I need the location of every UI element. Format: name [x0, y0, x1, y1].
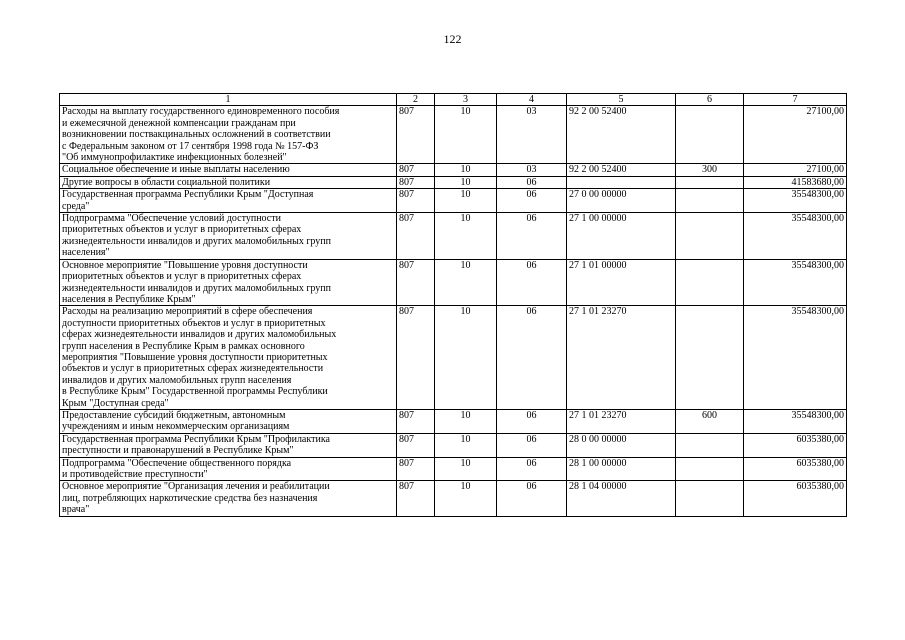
row-name: Расходы на выплату государственного единовременного пособия и ежемесячной денежной компенсации гражданам при возникновении поствакцинальных осложнений в соответствии с Федеральным законом от 17 сентября 1998 года № 157-ФЗ "Об иммунопрофилактике инфекционных болезней": [60, 106, 397, 164]
ministry-code: 807: [397, 106, 435, 164]
ministry-code: 807: [397, 213, 435, 260]
ministry-code: 807: [397, 433, 435, 457]
subsection-code: 03: [497, 106, 567, 164]
expense-type-code: [676, 213, 744, 260]
section-code: 10: [435, 176, 497, 188]
ministry-code: 807: [397, 259, 435, 306]
expense-type-code: 600: [676, 409, 744, 433]
column-header: 6: [676, 94, 744, 106]
target-code: 92 2 00 52400: [567, 164, 676, 176]
amount: 35548300,00: [744, 306, 847, 410]
target-code: 27 1 01 23270: [567, 306, 676, 410]
row-name: Подпрограмма "Обеспечение условий доступности приоритетных объектов и услуг в приоритетных сферах жизнедеятельности инвалидов и других маломобильных групп населения": [60, 213, 397, 260]
column-header: 4: [497, 94, 567, 106]
target-code: 27 1 01 00000: [567, 259, 676, 306]
expense-type-code: [676, 259, 744, 306]
ministry-code: 807: [397, 481, 435, 516]
row-name: Предоставление субсидий бюджетным, автономным учреждениям и иным некоммерческим организациям: [60, 409, 397, 433]
expense-type-code: [676, 433, 744, 457]
table-row: [60, 213, 847, 260]
section-code: 10: [435, 409, 497, 433]
table-row: [60, 481, 847, 516]
subsection-code: 06: [497, 213, 567, 260]
section-code: 10: [435, 164, 497, 176]
table-row: [60, 189, 847, 213]
target-code: 92 2 00 52400: [567, 106, 676, 164]
row-name: Государственная программа Республики Крым "Доступная среда": [60, 189, 397, 213]
subsection-code: 06: [497, 259, 567, 306]
header-row: [60, 94, 847, 106]
amount: 27100,00: [744, 164, 847, 176]
target-code: 27 0 00 00000: [567, 189, 676, 213]
target-code: 28 1 04 00000: [567, 481, 676, 516]
target-code: 28 0 00 00000: [567, 433, 676, 457]
subsection-code: 06: [497, 481, 567, 516]
budget-table: [59, 93, 847, 517]
section-code: 10: [435, 433, 497, 457]
table-row: [60, 259, 847, 306]
target-code: 27 1 01 23270: [567, 409, 676, 433]
table-row: [60, 457, 847, 481]
expense-type-code: [676, 457, 744, 481]
column-header: 7: [744, 94, 847, 106]
column-header: 5: [567, 94, 676, 106]
page-number: 122: [443, 32, 462, 46]
column-header: 3: [435, 94, 497, 106]
subsection-code: 06: [497, 306, 567, 410]
amount: 35548300,00: [744, 409, 847, 433]
expense-type-code: [676, 306, 744, 410]
row-name: Социальное обеспечение и иные выплаты населению: [60, 164, 397, 176]
section-code: 10: [435, 306, 497, 410]
subsection-code: 06: [497, 433, 567, 457]
row-name: Другие вопросы в области социальной политики: [60, 176, 397, 188]
ministry-code: 807: [397, 176, 435, 188]
table-row: [60, 409, 847, 433]
subsection-code: 06: [497, 409, 567, 433]
ministry-code: 807: [397, 164, 435, 176]
table-row: [60, 106, 847, 164]
table-row: [60, 306, 847, 410]
amount: 6035380,00: [744, 457, 847, 481]
amount: 35548300,00: [744, 189, 847, 213]
target-code: [567, 176, 676, 188]
target-code: 27 1 00 00000: [567, 213, 676, 260]
section-code: 10: [435, 259, 497, 306]
expense-type-code: [676, 189, 744, 213]
ministry-code: 807: [397, 306, 435, 410]
amount: 27100,00: [744, 106, 847, 164]
section-code: 10: [435, 213, 497, 260]
section-code: 10: [435, 457, 497, 481]
section-code: 10: [435, 481, 497, 516]
section-code: 10: [435, 106, 497, 164]
column-header: 1: [60, 94, 397, 106]
subsection-code: 06: [497, 176, 567, 188]
expense-type-code: [676, 106, 744, 164]
ministry-code: 807: [397, 457, 435, 481]
row-name: Подпрограмма "Обеспечение общественного порядка и противодействие преступности": [60, 457, 397, 481]
row-name: Расходы на реализацию мероприятий в сфере обеспечения доступности приоритетных объектов и услуг в приоритетных сферах жизнедеятельности инвалидов и других маломобильных групп населения в Республике Крым в рамках основного мероприятия "Повышение уровня доступности приоритетных объектов и услуг в приоритетных сферах жизнедеятельности инвалидов и других маломобильных групп населения в Республике Крым" Государственной программы Республики Крым "Доступная среда": [60, 306, 397, 410]
table-row: [60, 176, 847, 188]
expense-type-code: [676, 176, 744, 188]
row-name: Государственная программа Республики Крым "Профилактика преступности и правонарушений в Республике Крым": [60, 433, 397, 457]
amount: 35548300,00: [744, 259, 847, 306]
ministry-code: 807: [397, 409, 435, 433]
table-row: [60, 164, 847, 176]
expense-type-code: [676, 481, 744, 516]
expense-type-code: 300: [676, 164, 744, 176]
section-code: 10: [435, 189, 497, 213]
table-row: [60, 433, 847, 457]
subsection-code: 06: [497, 457, 567, 481]
row-name: Основное мероприятие "Организация лечения и реабилитации лиц, потребляющих наркотические средства без назначения врача": [60, 481, 397, 516]
amount: 6035380,00: [744, 481, 847, 516]
target-code: 28 1 00 00000: [567, 457, 676, 481]
ministry-code: 807: [397, 189, 435, 213]
subsection-code: 03: [497, 164, 567, 176]
subsection-code: 06: [497, 189, 567, 213]
amount: 41583680,00: [744, 176, 847, 188]
column-header: 2: [397, 94, 435, 106]
amount: 35548300,00: [744, 213, 847, 260]
row-name: Основное мероприятие "Повышение уровня доступности приоритетных объектов и услуг в приоритетных сферах жизнедеятельности инвалидов и других маломобильных групп населения в Республике Крым": [60, 259, 397, 306]
amount: 6035380,00: [744, 433, 847, 457]
